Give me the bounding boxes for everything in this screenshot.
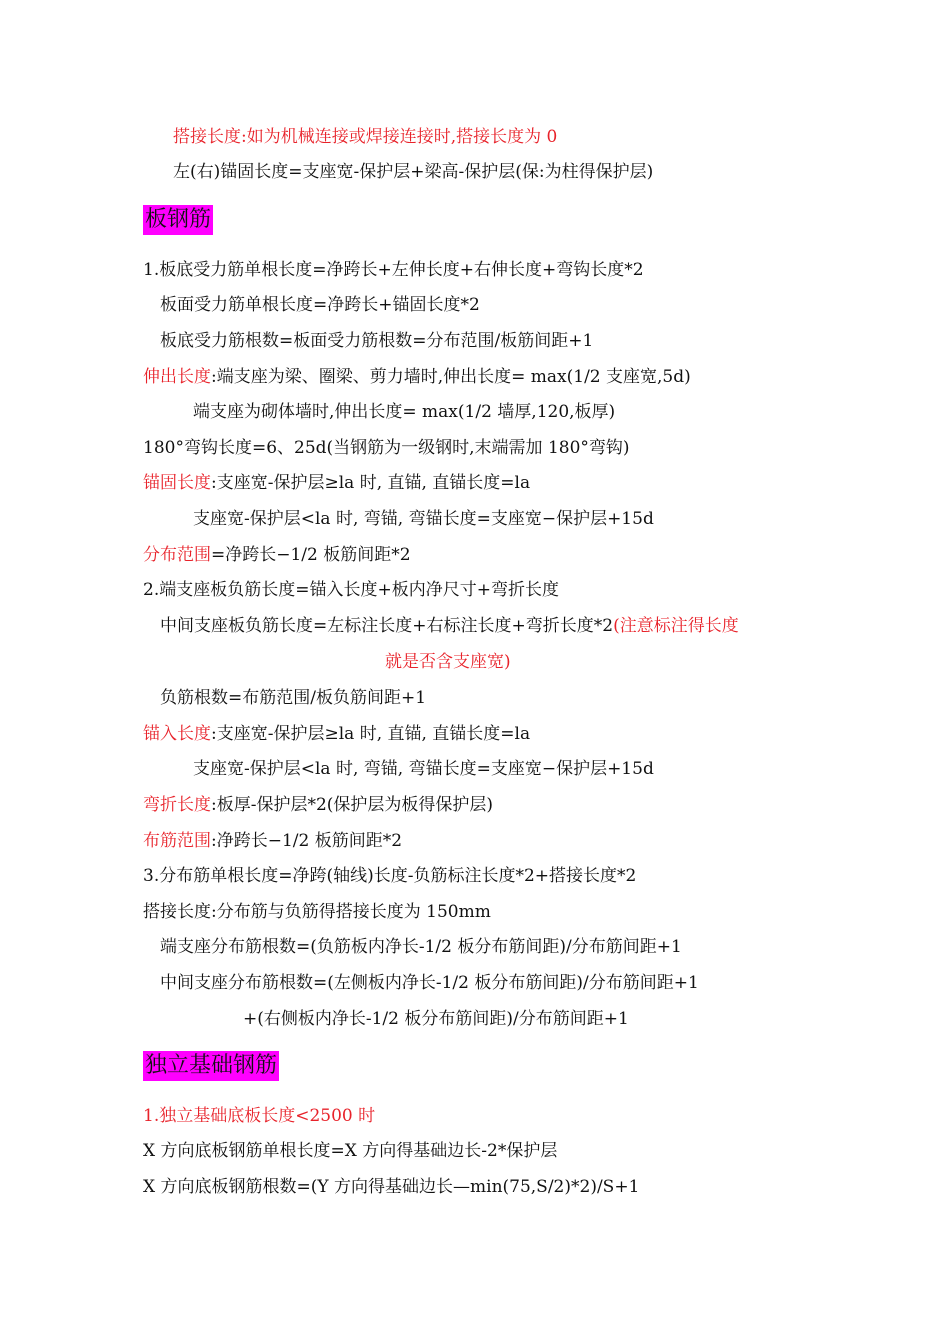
text-line-lap-length-note: 搭接长度:如为机械连接或焊接连接时,搭接长度为 0 <box>173 127 558 147</box>
text-line-anchorage-length <box>143 471 530 495</box>
text-line-end-negative-bar: 2.端支座板负筋长度=锚入长度+板内净尺寸+弯折长度 <box>143 580 559 600</box>
text-line-extension-length <box>143 365 691 389</box>
term-embedment-length: 锚入长度 <box>143 724 211 744</box>
text-line-distribution-bar-length: 3.分布筋单根长度=净跨(轴线)长度-负筋标注长度*2+搭接长度*2 <box>143 866 637 886</box>
text-line-top-bar-length: 板面受力筋单根长度=净跨长+锚固长度*2 <box>160 295 480 315</box>
note-label-length: (注意标注得长度 <box>613 616 739 636</box>
text-line-footing-condition: 1.独立基础底板长度<2500 时 <box>143 1106 376 1126</box>
text-line-embedment-length <box>143 722 530 746</box>
text-line-x-bar-length: X 方向底板钢筋单根长度=X 方向得基础边长-2*保护层 <box>143 1141 558 1161</box>
text-line-middle-distribution-count-cont: +(右侧板内净长-1/2 板分布筋间距)/分布筋间距+1 <box>243 1009 629 1029</box>
definition-anchorage-length: :支座宽-保护层≥la 时, 直锚, 直锚长度=la <box>211 473 531 493</box>
text-line-bend-length <box>143 793 493 817</box>
definition-distribution-range: =净跨长−1/2 板筋间距*2 <box>211 545 411 565</box>
section-heading-isolated-footing-rebar: 独立基础钢筋 <box>143 1051 279 1081</box>
text-line-masonry-support: 端支座为砌体墙时,伸出长度= max(1/2 墙厚,120,板厚) <box>193 402 616 422</box>
text-line-bent-anchorage: 支座宽-保护层<la 时, 弯锚, 弯锚长度=支座宽−保护层+15d <box>193 509 654 529</box>
text-line-bar-count: 板底受力筋根数=板面受力筋根数=分布范围/板筋间距+1 <box>160 331 594 351</box>
term-extension-length: 伸出长度 <box>143 367 211 387</box>
text-line-distribution-range <box>143 543 411 567</box>
definition-extension-length: :端支座为梁、圈梁、剪力墙时,伸出长度= max(1/2 支座宽,5d) <box>211 367 691 387</box>
text-line-end-distribution-count: 端支座分布筋根数=(负筋板内净长-1/2 板分布筋间距)/分布筋间距+1 <box>160 937 682 957</box>
text-line-x-bar-count: X 方向底板钢筋根数=(Y 方向得基础边长—min(75,S/2)*2)/S+1 <box>143 1177 640 1197</box>
text-line-negative-bar-count: 负筋根数=布筋范围/板负筋间距+1 <box>160 688 427 708</box>
text-line-bent-anchorage-2: 支座宽-保护层<la 时, 弯锚, 弯锚长度=支座宽−保护层+15d <box>193 759 654 779</box>
text-line-anchorage-formula: 左(右)锚固长度=支座宽-保护层+梁高-保护层(保:为柱得保护层) <box>173 162 654 182</box>
text-line-middle-negative-bar <box>160 614 739 638</box>
definition-bend-length: :板厚-保护层*2(保护层为板得保护层) <box>211 795 494 815</box>
text-line-bottom-bar-length: 1.板底受力筋单根长度=净跨长+左伸长度+右伸长度+弯钩长度*2 <box>143 260 644 280</box>
section-heading-slab-rebar: 板钢筋 <box>143 205 213 235</box>
text-line-distribution-lap: 搭接长度:分布筋与负筋得搭接长度为 150mm <box>143 902 491 922</box>
definition-bar-placement-range: :净跨长−1/2 板筋间距*2 <box>211 831 403 851</box>
text-line-note-continuation: 就是否含支座宽) <box>385 652 511 672</box>
term-bar-placement-range: 布筋范围 <box>143 831 211 851</box>
formula-middle-negative-bar: 中间支座板负筋长度=左标注长度+右标注长度+弯折长度*2 <box>160 616 614 636</box>
definition-embedment-length: :支座宽-保护层≥la 时, 直锚, 直锚长度=la <box>211 724 531 744</box>
text-line-hook-length: 180°弯钩长度=6、25d(当钢筋为一级钢时,末端需加 180°弯钩) <box>143 438 630 458</box>
term-distribution-range: 分布范围 <box>143 545 211 565</box>
text-line-middle-distribution-count: 中间支座分布筋根数=(左侧板内净长-1/2 板分布筋间距)/分布筋间距+1 <box>160 973 699 993</box>
text-line-bar-placement-range <box>143 829 402 853</box>
term-anchorage-length: 锚固长度 <box>143 473 211 493</box>
term-bend-length: 弯折长度 <box>143 795 211 815</box>
